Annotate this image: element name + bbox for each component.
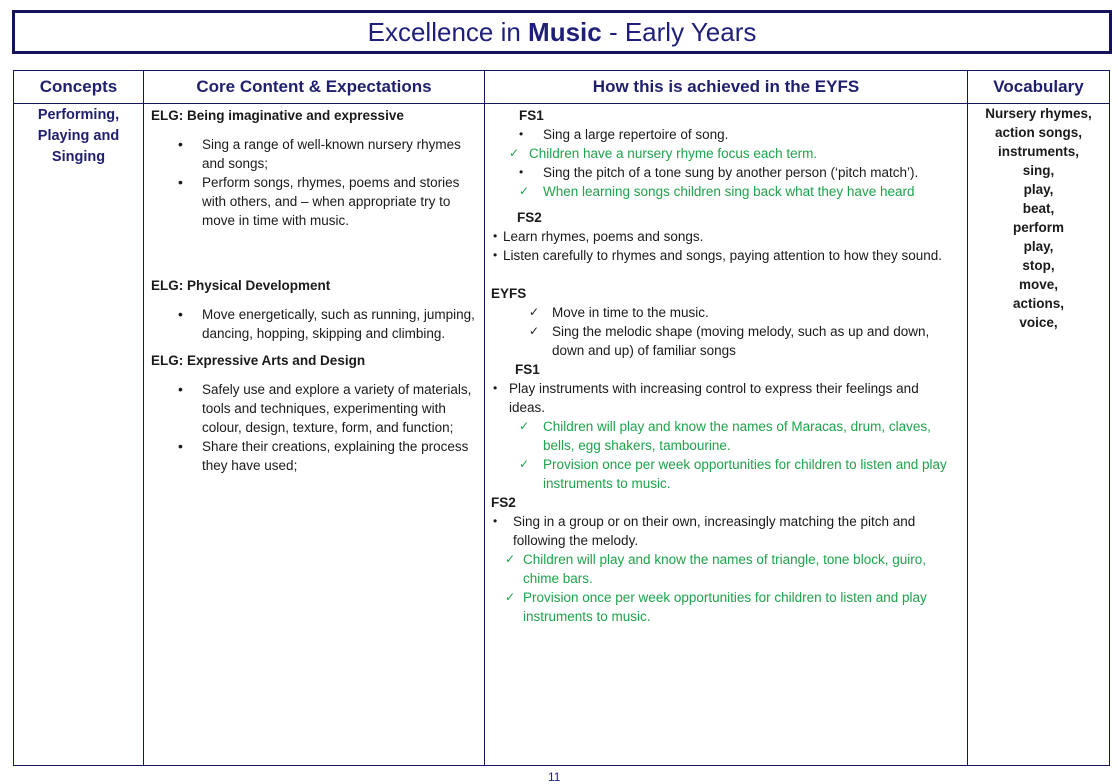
elg-heading-physical: ELG: Physical Development bbox=[151, 278, 331, 293]
check-icon: ✓ bbox=[519, 457, 530, 471]
check-icon: ✓ bbox=[505, 590, 516, 604]
bullet-icon: • bbox=[493, 248, 498, 262]
title-prefix: Excellence in bbox=[367, 16, 529, 47]
bullet-icon: • bbox=[519, 127, 524, 141]
list-item: ✓ Move in time to the music. bbox=[529, 305, 709, 320]
check-icon: ✓ bbox=[519, 419, 530, 433]
vocab-item: perform bbox=[1012, 220, 1064, 235]
vocab-item: move, bbox=[1018, 277, 1059, 292]
list-item: ✓ When learning songs children sing back what they have heard bbox=[519, 184, 915, 199]
header-row bbox=[14, 71, 1110, 104]
fs1-heading: FS1 bbox=[519, 108, 544, 123]
page-title bbox=[12, 10, 1112, 54]
header-vocabulary: Vocabulary bbox=[968, 71, 1110, 104]
list-item: • Sing the pitch of a tone sung by another person (‘pitch match’). bbox=[519, 165, 919, 180]
fs2-group-heading: FS2 bbox=[491, 495, 516, 510]
vocabulary-cell bbox=[968, 104, 1110, 766]
list-item: ✓ Children have a nursery rhyme focus each term. bbox=[509, 146, 818, 161]
elg-list-physical bbox=[151, 305, 478, 343]
vocab-item: action songs, bbox=[994, 125, 1082, 140]
check-icon: ✓ bbox=[519, 184, 530, 198]
header-eyfs: How this is achieved in the EYFS bbox=[485, 71, 968, 104]
vocab-item: instruments, bbox=[997, 144, 1079, 159]
page-number: 11 bbox=[548, 770, 561, 784]
bullet-icon: • bbox=[519, 165, 524, 179]
eyfs-cell bbox=[485, 104, 968, 766]
bullet-icon: • bbox=[493, 229, 498, 243]
title-suffix: - Early Years bbox=[601, 16, 757, 47]
vocab-item: voice, bbox=[1019, 315, 1058, 330]
fs2-heading: FS2 bbox=[517, 210, 542, 225]
header-core-content: Core Content & Expectations bbox=[144, 71, 485, 104]
concept-cell bbox=[14, 104, 144, 766]
list-item: • Learn rhymes, poems and songs. bbox=[493, 229, 704, 244]
curriculum-table bbox=[13, 70, 1110, 766]
list-item: • Sing a range of well-known nursery rhymes and songs; bbox=[202, 135, 478, 173]
list-item: • Move energetically, such as running, jumping, dancing, hopping, skipping and climbing. bbox=[202, 305, 478, 343]
elg-list-imaginative bbox=[151, 135, 478, 230]
vocab-item: beat, bbox=[1022, 201, 1055, 216]
vocab-item: actions, bbox=[1012, 296, 1064, 311]
header-concepts: Concepts bbox=[14, 71, 144, 104]
check-icon: ✓ bbox=[505, 552, 516, 566]
elg-heading-imaginative: ELG: Being imaginative and expressive bbox=[151, 108, 404, 123]
vocab-item: play, bbox=[1023, 239, 1054, 254]
core-content-cell bbox=[144, 104, 485, 766]
vocab-item: Nursery rhymes, bbox=[985, 106, 1092, 121]
fs1-instruments-heading: FS1 bbox=[515, 362, 540, 377]
bullet-icon: • bbox=[493, 381, 498, 395]
list-item: ✓ Provision once per week opportunities for children to listen and play instruments to music. bbox=[519, 457, 947, 491]
list-item: ✓ Provision once per week opportunities for children to listen and play instruments to music. bbox=[505, 590, 927, 624]
vocab-item: sing, bbox=[1022, 163, 1055, 178]
list-item: ✓ Children will play and know the names of triangle, tone block, guiro, chime bars. bbox=[505, 552, 926, 586]
list-item: • Listen carefully to rhymes and songs, paying attention to how they sound. bbox=[493, 248, 943, 263]
bullet-icon: • bbox=[493, 514, 498, 528]
vocab-item: play, bbox=[1023, 182, 1054, 197]
list-item: • Perform songs, rhymes, poems and stories with others, and – when appropriate try to move in time with music. bbox=[202, 173, 478, 230]
list-item: • Play instruments with increasing control to express their feelings and ideas. bbox=[493, 381, 919, 415]
list-item: ✓ Children will play and know the names of Maracas, drum, claves, bells, egg shakers, tambourine. bbox=[519, 419, 931, 453]
list-item: • Safely use and explore a variety of materials, tools and techniques, experimenting with colour, design, texture, form, and function; bbox=[202, 380, 478, 437]
check-icon: ✓ bbox=[529, 305, 540, 319]
list-item: • Sing a large repertoire of song. bbox=[519, 127, 729, 142]
list-item: • Sing in a group or on their own, increasingly matching the pitch and following the melody. bbox=[493, 514, 916, 548]
table-row bbox=[14, 104, 1110, 766]
elg-heading-expressive: ELG: Expressive Arts and Design bbox=[151, 353, 366, 368]
list-item: ✓ Sing the melodic shape (moving melody, such as up and down, down and up) of familiar songs bbox=[529, 324, 930, 358]
elg-list-expressive bbox=[151, 380, 478, 475]
check-icon: ✓ bbox=[529, 324, 540, 338]
check-icon: ✓ bbox=[509, 146, 520, 160]
title-subject: Music bbox=[528, 16, 602, 47]
concept-label: Performing, Playing and Singing bbox=[37, 107, 120, 165]
list-item: • Share their creations, explaining the process they have used; bbox=[202, 437, 478, 475]
eyfs-heading: EYFS bbox=[491, 286, 527, 301]
vocab-item: stop, bbox=[1022, 258, 1055, 273]
